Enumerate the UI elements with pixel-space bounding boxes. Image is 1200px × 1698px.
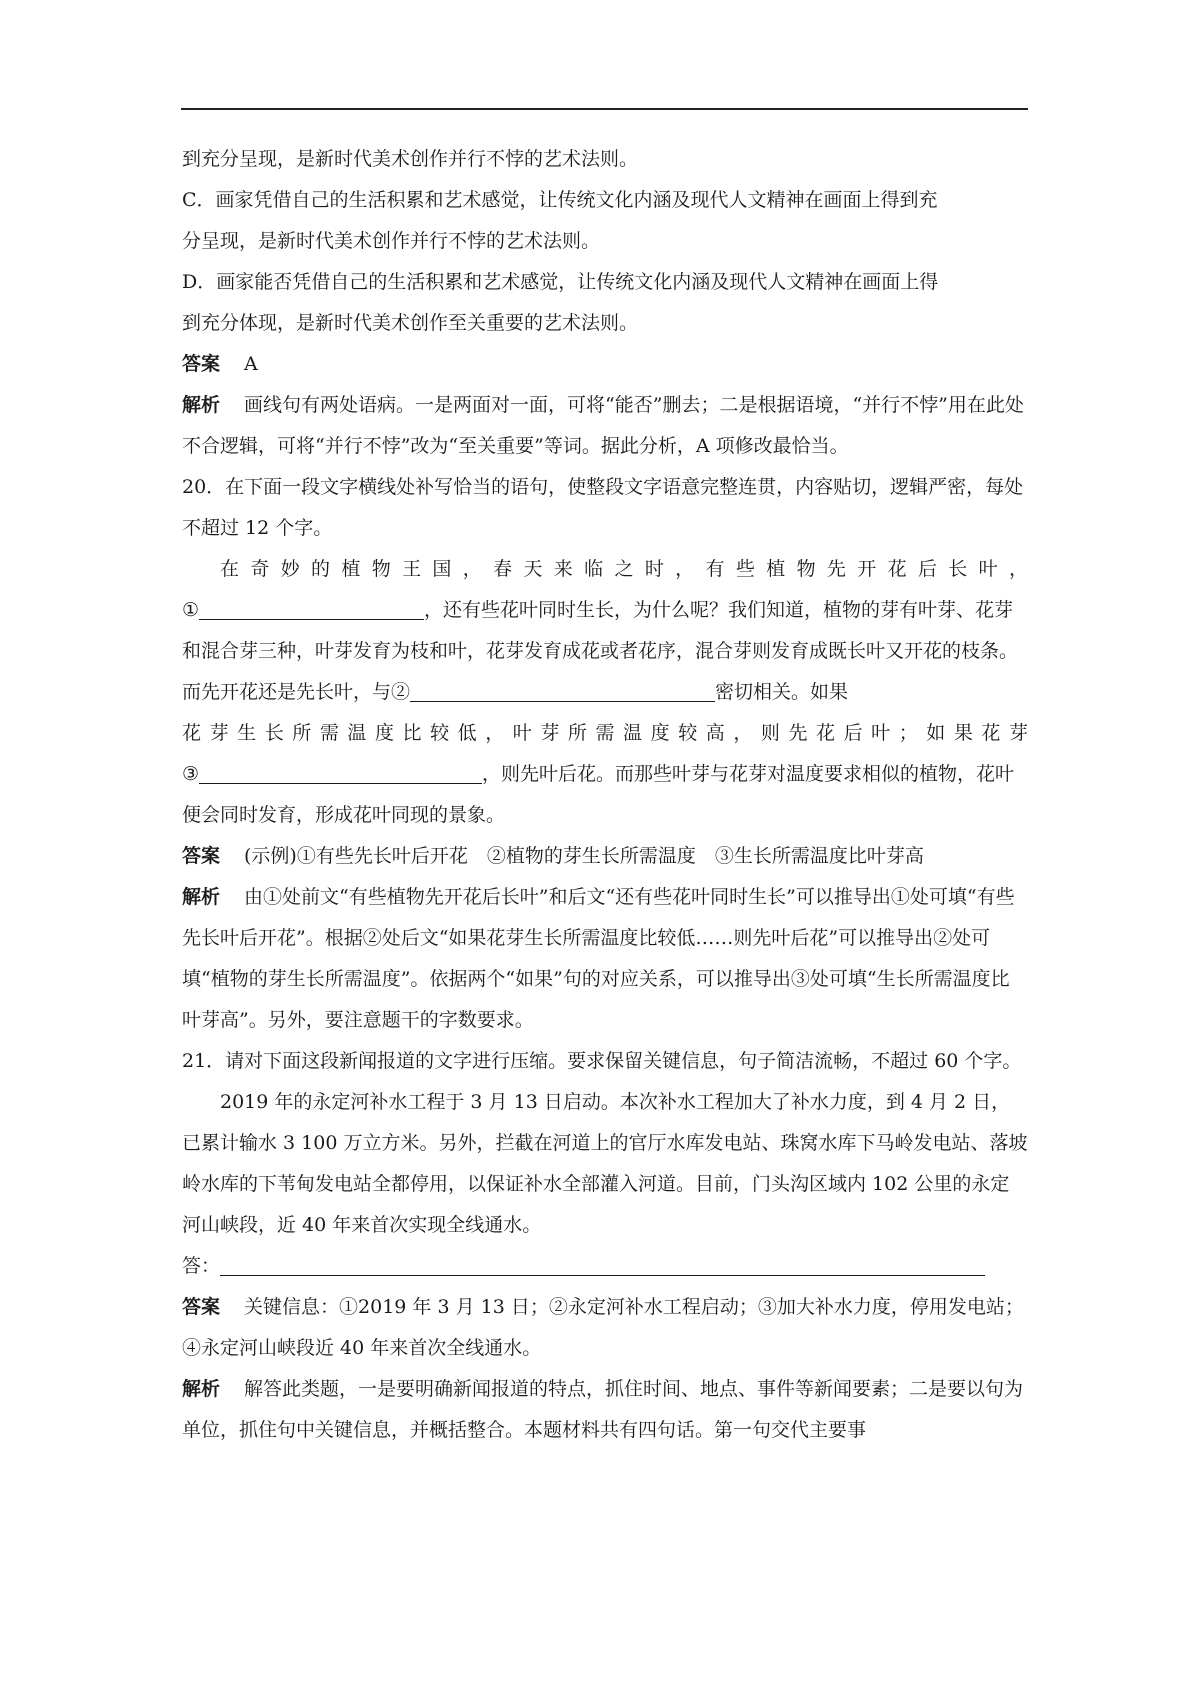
fill-blank-3: [199, 761, 482, 784]
answer-prompt: 答：: [182, 1255, 221, 1277]
fill-blank-2: [410, 679, 715, 702]
analysis-text: 解答此类题，一是要明确新闻报道的特点，抓住时间、地点、事件等新闻要素；二是要以句为单位，抓住句中关键信息，并概括整合。本题材料共有四句话。第一句交代主要事: [182, 1378, 1024, 1441]
passage-segment-2: 密切相关。如果: [715, 681, 849, 703]
q20-answer: [182, 836, 1028, 877]
q19-analysis: [182, 385, 1028, 467]
q19-answer: [182, 344, 1028, 385]
q20-passage-body: [182, 590, 1028, 713]
header-rule: [181, 108, 1028, 110]
q20-analysis: [182, 877, 1028, 1041]
q20-passage-spaced-line: 花芽生长所需温度比较低，叶芽所需温度较高，则先花后叶；如果花芽: [182, 722, 1028, 744]
q19-option-d-line2: 到充分体现，是新时代美术创作至关重要的艺术法则。: [182, 312, 639, 334]
passage-segment-1: ，还有些花叶同时生长，为什么呢？我们知道，植物的芽有叶芽、花芽和混合芽三种，叶芽发育为枝和叶，花芽发育成花或者花序，混合芽则发育成既长叶又开花的枝条。而先开花还是先长叶，与②: [182, 599, 1019, 703]
blank-marker-3: ③: [182, 763, 200, 785]
q19-option-c-line2: 分呈现，是新时代美术创作并行不悖的艺术法则。: [182, 230, 601, 252]
analysis-label: 解析: [182, 886, 221, 908]
q21-passage: 2019 年的永定河补水工程于 3 月 13 日启动。本次补水工程加大了补水力度，到 4 月 2 日，已累计输水 3 100 万立方米。另外，拦截在河道上的官厅水库发电站、珠窝水库下马岭发电站、落坡岭水库的下苇甸发电站全都停用，以保证补水全部灌入河道。目前，门头沟区域内 102 公里的永定河山峡段，近 40 年来首次实现全线通水。: [182, 1091, 1028, 1236]
analysis-text: 画线句有两处语病。一是两面对一面，可将“能否”删去；二是根据语境，“并行不悖”用在此处不合逻辑，可将“并行不悖”改为“至关重要”等词。据此分析，A 项修改最恰当。: [182, 394, 1024, 457]
q19-option-c-line1: C．画家凭借自己的生活积累和艺术感觉，让传统文化内涵及现代人文精神在画面上得到充: [182, 189, 938, 211]
answer-text: 关键信息：①2019 年 3 月 13 日；②永定河补水工程启动；③加大补水力度，停用发电站；④永定河山峡段近 40 年来首次全线通水。: [182, 1296, 1024, 1359]
answer-blank: [220, 1253, 985, 1276]
page-content: [182, 139, 1028, 1451]
answer-text: A: [244, 353, 258, 375]
answer-label: 答案: [182, 845, 221, 867]
q19-option-b-tail: 到充分呈现，是新时代美术创作并行不悖的艺术法则。: [182, 148, 639, 170]
blank-marker-1: ①: [182, 599, 200, 621]
passage-segment-3: ，则先叶后花。而那些叶芽与花芽对温度要求相似的植物，花叶便会同时发育，形成花叶同现的景象。: [182, 763, 1015, 826]
analysis-label: 解析: [182, 394, 221, 416]
q20-passage-tail: [182, 754, 1028, 836]
analysis-text: 由①处前文“有些植物先开花后长叶”和后文“还有些花叶同时生长”可以推导出①处可填“有些先长叶后开花”。根据②处后文“如果花芽生长所需温度比较低……则先叶后花”可以推导出②处可填“植物的芽生长所需温度”。依据两个“如果”句的对应关系，可以推导出③处可填“生长所需温度比叶芽高”。另外，要注意题干的字数要求。: [182, 886, 1015, 1031]
q21-stem: 21．请对下面这段新闻报道的文字进行压缩。要求保留关键信息，句子简洁流畅，不超过 60 个字。: [182, 1050, 1022, 1072]
q19-option-d-line1: D．画家能否凭借自己的生活积累和艺术感觉，让传统文化内涵及现代人文精神在画面上得: [182, 271, 939, 293]
q21-answer: [182, 1287, 1028, 1369]
q21-analysis: [182, 1369, 1028, 1451]
answer-label: 答案: [182, 353, 221, 375]
q21-answer-line: [182, 1246, 1028, 1287]
answer-label: 答案: [182, 1296, 221, 1318]
answer-text: (示例)①有些先长叶后开花 ②植物的芽生长所需温度 ③生长所需温度比叶芽高: [244, 845, 924, 867]
fill-blank-1: [199, 597, 424, 620]
q20-stem: 20．在下面一段文字横线处补写恰当的语句，使整段文字语意完整连贯，内容贴切，逻辑严密，每处不超过 12 个字。: [182, 476, 1024, 539]
analysis-label: 解析: [182, 1378, 221, 1400]
q20-passage-line1: 在奇妙的植物王国，春天来临之时，有些植物先开花后长叶，: [220, 558, 1028, 580]
